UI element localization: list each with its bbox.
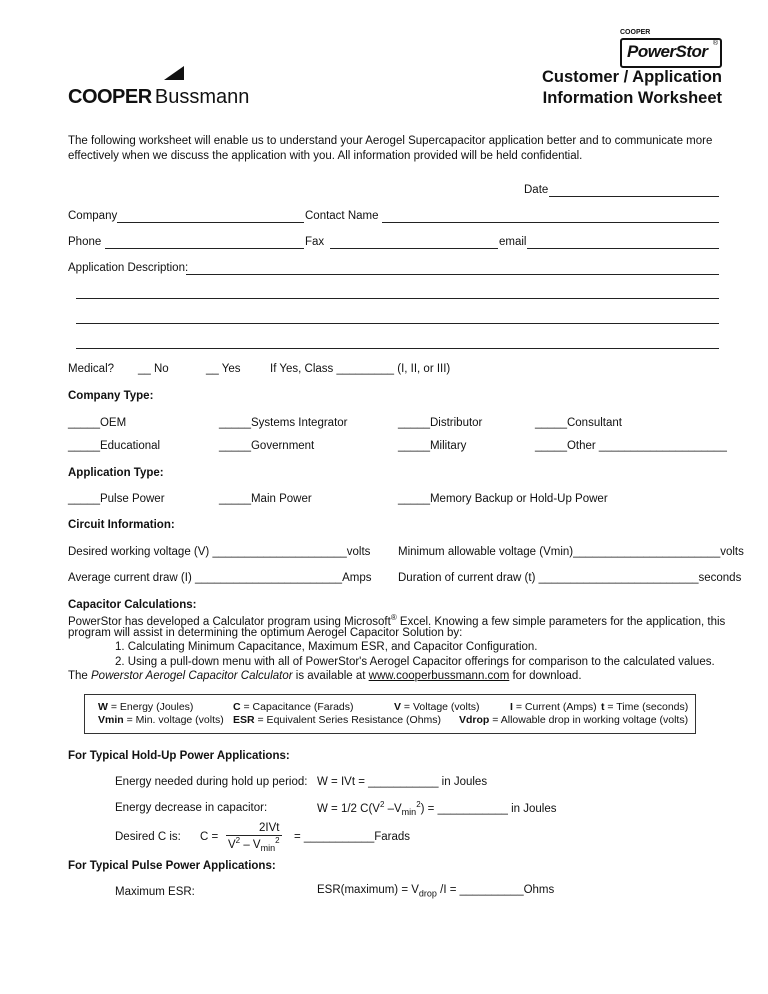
company-type-educational[interactable]: _____Educational: [68, 440, 161, 452]
calc-para-line3: [68, 670, 582, 682]
company-field[interactable]: [117, 222, 304, 223]
def-vdrop: Vdrop = Allowable drop in working voltage (volts): [459, 714, 689, 726]
calc-p1-b: Excel. Knowing a few simple parameters for the application, this: [396, 615, 726, 628]
fraction-numerator: 2IVt: [259, 822, 280, 834]
company-type-systems-integrator[interactable]: _____Systems Integrator: [219, 417, 348, 429]
duration-field[interactable]: Duration of current draw (t) _________________________seconds: [398, 572, 742, 584]
cooper-bussmann-logo: [68, 86, 249, 109]
powerstor-logo-text: PowerStor: [627, 42, 708, 61]
calc-heading: Capacitor Calculations:: [68, 599, 197, 611]
def-vmin: Vmin = Min. voltage (volts): [98, 714, 224, 726]
download-link[interactable]: www.cooperbussmann.com: [368, 670, 510, 682]
app-type-main-power[interactable]: _____Main Power: [219, 493, 312, 505]
medical-label: Medical?: [68, 363, 115, 375]
phone-field[interactable]: [105, 248, 304, 249]
microsoft-reg-mark: ®: [390, 613, 397, 622]
calc-p1-a: PowerStor has developed a Calculator program using Microsoft: [68, 615, 391, 628]
energy-needed-label: Energy needed during hold up period:: [115, 776, 308, 788]
app-desc-line-2[interactable]: [76, 298, 719, 299]
medical-class-field[interactable]: If Yes, Class _________ (I, II, or III): [270, 363, 451, 375]
energy-needed-equation[interactable]: W = IVt = ___________ in Joules: [317, 776, 488, 788]
farads-result-field[interactable]: = ___________Farads: [294, 831, 411, 843]
registered-mark: ®: [712, 40, 718, 47]
medical-yes-option[interactable]: __ Yes: [206, 363, 241, 375]
company-type-military[interactable]: _____Military: [398, 440, 467, 452]
calc-para-line1: [68, 613, 725, 628]
company-type-oem[interactable]: _____OEM: [68, 417, 127, 429]
circuit-info-heading: Circuit Information:: [68, 519, 175, 531]
contact-field[interactable]: [382, 222, 719, 223]
app-desc-label: Application Description:: [68, 262, 189, 274]
def-i: I = Current (Amps): [510, 701, 597, 713]
app-desc-field[interactable]: [186, 274, 719, 275]
calculator-name: Powerstor Aerogel Capacitor Calculator: [91, 670, 293, 682]
email-field[interactable]: [527, 248, 719, 249]
calc-item-2: 2. Using a pull-down menu with all of PowerStor's Aerogel Capacitor offerings for comparison to the calculated values.: [115, 656, 715, 668]
app-desc-line-4[interactable]: [76, 348, 719, 349]
brand-bussmann: Bussmann: [154, 86, 250, 108]
company-type-consultant[interactable]: _____Consultant: [535, 417, 622, 429]
intro-line1: The following worksheet will enable us to understand your Aerogel Supercapacitor application better and to communicate more: [68, 135, 713, 147]
date-field[interactable]: [549, 196, 719, 197]
max-esr-label: Maximum ESR:: [115, 886, 195, 898]
min-voltage-field[interactable]: Minimum allowable voltage (Vmin)_______________________volts: [398, 546, 744, 558]
date-label: Date: [524, 184, 549, 196]
company-type-government[interactable]: _____Government: [219, 440, 315, 452]
def-c: C = Capacitance (Farads): [233, 701, 354, 713]
max-esr-equation[interactable]: ESR(maximum) = $V_{drop}$ /I = __________Ohms: [317, 884, 555, 899]
calc-p3-c: for download.: [509, 670, 582, 682]
avg-current-field[interactable]: Average current draw (I) _______________________Amps: [68, 572, 372, 584]
contact-label: Contact Name: [305, 210, 379, 222]
desired-c-label: Desired C is:: [115, 831, 181, 843]
powerstor-logo: [620, 38, 722, 68]
company-type-heading: Company Type:: [68, 390, 154, 402]
calc-p3-a: The: [68, 670, 92, 682]
energy-decrease-equation[interactable]: W = 1/2 $C(V^2$ $-V_{min}^2$) = ___________ in Joules: [317, 800, 557, 818]
fraction-denominator: $V^2 - V_{min}^2$: [228, 836, 280, 854]
page-title-line1: Customer / Application: [542, 68, 722, 86]
c-equals: C =: [200, 831, 219, 843]
company-label: Company: [68, 210, 118, 222]
working-voltage-field[interactable]: Desired working voltage (V) _____________________volts: [68, 546, 371, 558]
app-desc-line-3[interactable]: [76, 323, 719, 324]
fax-label: Fax: [305, 236, 325, 248]
company-type-other[interactable]: _____Other ____________________: [535, 440, 727, 452]
app-type-pulse-power[interactable]: _____Pulse Power: [68, 493, 165, 505]
def-w: W = Energy (Joules): [98, 701, 194, 713]
def-esr: ESR = Equivalent Series Resistance (Ohms): [233, 714, 442, 726]
pulse-heading: For Typical Pulse Power Applications:: [68, 860, 276, 872]
page-title-line2: Information Worksheet: [542, 89, 722, 107]
fax-field[interactable]: [330, 248, 498, 249]
calc-item-1: 1. Calculating Minimum Capacitance, Maximum ESR, and Capacitor Configuration.: [115, 641, 538, 653]
cooper-logo-mark: [164, 66, 184, 80]
application-type-heading: Application Type:: [68, 467, 164, 479]
def-t: t = Time (seconds): [601, 701, 689, 713]
powerstor-small-brand: COOPER: [620, 29, 651, 36]
app-type-memory-backup[interactable]: _____Memory Backup or Hold-Up Power: [398, 493, 608, 505]
def-v: V = Voltage (volts): [394, 701, 480, 713]
brand-cooper: COOPER: [68, 86, 152, 108]
email-label: email: [499, 236, 527, 248]
intro-line2: effectively when we discuss the application with you. All information provided will be held confidential.: [68, 150, 583, 162]
calc-para-line2: program will assist in determining the optimum Aerogel Capacitor Solution by:: [68, 627, 463, 639]
holdup-heading: For Typical Hold-Up Power Applications:: [68, 750, 290, 762]
energy-decrease-label: Energy decrease in capacitor:: [115, 802, 268, 814]
company-type-distributor[interactable]: _____Distributor: [398, 417, 483, 429]
calc-p3-b: is available at: [292, 670, 369, 682]
medical-no-option[interactable]: __ No: [138, 363, 169, 375]
phone-label: Phone: [68, 236, 102, 248]
